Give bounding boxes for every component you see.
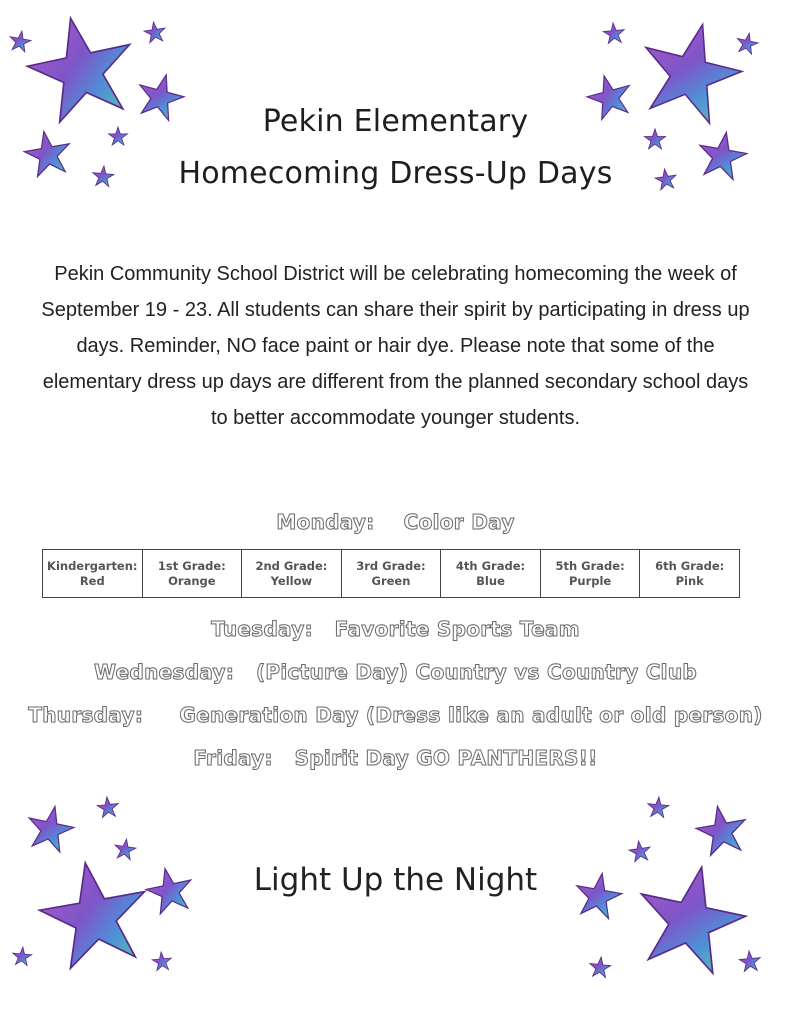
- star-icon: [739, 950, 762, 972]
- grade-color: Red: [79, 573, 105, 588]
- grade-cell: [142, 550, 242, 598]
- grade-label: 2nd Grade:: [255, 558, 328, 573]
- grade-cell: [43, 550, 143, 598]
- star-icon: [24, 802, 78, 854]
- tuesday-heading: Tuesday: Favorite Sports Team: [211, 617, 580, 641]
- star-icon: [12, 946, 33, 966]
- page-title: Pekin Elementary: [262, 104, 529, 139]
- star-icon: [647, 796, 670, 818]
- grade-label: Kindergarten:: [47, 558, 138, 573]
- star-icon: [8, 29, 32, 52]
- page-subtitle: Homecoming Dress-Up Days: [178, 156, 613, 191]
- star-icon: [152, 951, 173, 971]
- star-icon: [603, 22, 626, 44]
- grade-color: Orange: [168, 573, 216, 588]
- grade-cell: [242, 550, 342, 598]
- grade-label: 5th Grade:: [555, 558, 625, 573]
- wednesday-heading: Wednesday: (Picture Day) Country vs Country Club: [93, 660, 697, 684]
- thursday-heading: Thursday: Generation Day (Dress like an adult or old person): [28, 703, 763, 727]
- tagline: Light Up the Night: [253, 862, 538, 898]
- star-icon: [96, 796, 119, 818]
- grade-cell: [341, 550, 441, 598]
- grade-cell: [640, 550, 740, 598]
- grade-cell: [540, 550, 640, 598]
- grade-label: 6th Grade:: [655, 558, 725, 573]
- grade-cell: [441, 550, 541, 598]
- star-icon: [143, 21, 166, 44]
- star-icon: [113, 838, 136, 861]
- star-icon: [628, 840, 651, 863]
- star-icon: [693, 802, 750, 857]
- monday-heading: Monday: Color Day: [276, 510, 515, 534]
- friday-heading: Friday: Spirit Day GO PANTHERS!!: [193, 746, 598, 770]
- grade-label: 4th Grade:: [455, 558, 526, 573]
- grade-color-table: [42, 549, 740, 598]
- table-row: [43, 550, 740, 598]
- grade-label: 3rd Grade:: [356, 558, 426, 573]
- grade-color: Pink: [675, 573, 704, 588]
- grade-color: Purple: [568, 573, 612, 588]
- grade-label: 1st Grade:: [157, 558, 226, 573]
- grade-color: Blue: [476, 573, 505, 588]
- star-icon: [735, 31, 760, 55]
- intro-paragraph: Pekin Community School District will be celebrating homecoming the week of September 19 - 23. All students can share their spirit by participating in dress up days. Reminder, NO face paint or hair dye. Please note that some of the elementary dress up days are different from the planned secondary school days to better accommodate younger students.: [41, 263, 750, 429]
- grade-color: Yellow: [270, 573, 313, 588]
- star-icon: [589, 956, 612, 978]
- grade-color: Green: [371, 573, 411, 588]
